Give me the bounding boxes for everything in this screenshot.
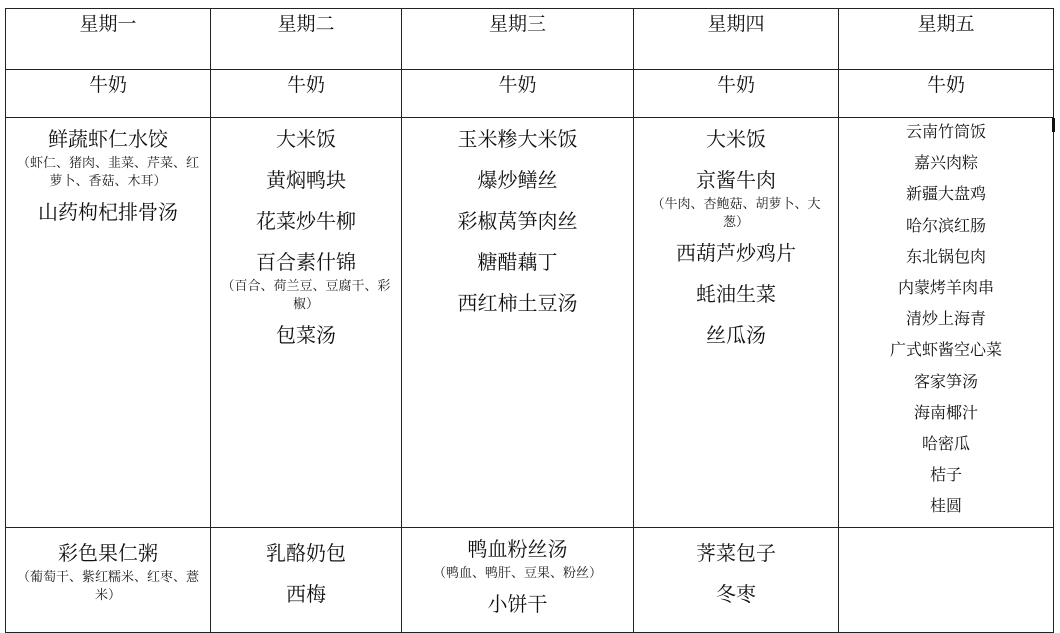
dish-name: 糖醋藕丁 [477, 250, 558, 274]
lunch-cell-wed [402, 118, 634, 528]
dish-name: 云南竹筒饭 [905, 122, 986, 141]
dish-name: 海南椰汁 [913, 402, 978, 422]
dish-name: 鲜蔬虾仁水饺 [48, 127, 168, 151]
snack-cell-tue [211, 528, 402, 633]
snack-cell-mon [6, 528, 211, 633]
dish-name: 乳酪奶包 [266, 541, 346, 566]
dish-list [839, 118, 1053, 527]
dish-list [402, 118, 633, 331]
day-header-fri: 星期五 [839, 9, 1054, 70]
day-header-mon: 星期一 [6, 9, 211, 70]
lunch-row [6, 118, 1054, 528]
dish-name: 爆炒鳝丝 [477, 168, 558, 192]
dish-ingredients: （百合、荷兰豆、豆腐干、彩椒） [221, 279, 391, 312]
dish-name: 西梅 [286, 582, 326, 607]
lunch-cell-mon [6, 118, 211, 528]
day-header-tue: 星期二 [211, 9, 402, 70]
dish-name: 内蒙烤羊肉串 [897, 277, 994, 297]
dish-name: 花菜炒牛柳 [256, 209, 356, 233]
weekly-menu-table [5, 8, 1054, 633]
milk-cell: 牛奶 [402, 70, 634, 118]
dish-name: 冬枣 [716, 582, 756, 607]
dish-name: 新疆大盘鸡 [905, 184, 986, 204]
text-cursor-mark [1052, 118, 1055, 132]
snack-cell-thu [634, 528, 839, 633]
dish-name: 大米饭 [276, 127, 336, 151]
dish-name: 彩椒莴笋肉丝 [457, 209, 578, 233]
snack-row [6, 528, 1054, 633]
dish-name: 大米饭 [706, 127, 766, 151]
dish-name: 西葫芦炒鸡片 [676, 241, 796, 265]
dish-ingredients: （牛肉、杏鲍菇、胡萝卜、大葱） [651, 197, 821, 230]
dish-list [634, 528, 838, 622]
header-row [6, 9, 1054, 70]
dish-list [6, 528, 210, 613]
dish-name: 百合素什锦 [256, 250, 356, 274]
dish-ingredients: （鸭血、鸭肝、豆果、粉丝） [432, 566, 602, 582]
dish-name: 清炒上海青 [905, 309, 986, 329]
dish-name: 丝瓜汤 [706, 323, 766, 347]
milk-cell: 牛奶 [634, 70, 839, 118]
milk-row [6, 70, 1054, 118]
dish-name: 蚝油生菜 [696, 282, 776, 306]
lunch-cell-fri [839, 118, 1054, 528]
dish-list [402, 528, 633, 632]
dish-name: 荠菜包子 [696, 541, 776, 566]
dish-list [634, 118, 838, 363]
dish-list [839, 528, 1053, 540]
dish-name: 嘉兴肉粽 [913, 153, 978, 173]
snack-cell-fri [839, 528, 1054, 633]
dish-name: 玉米糁大米饭 [457, 127, 578, 151]
dish-name: 彩色果仁粥 [58, 541, 158, 566]
dish-name: 哈密瓜 [921, 433, 970, 453]
dish-ingredients: （虾仁、猪肉、韭菜、芹菜、红萝卜、香菇、木耳） [16, 156, 199, 189]
dish-name: 客家笋汤 [913, 371, 978, 391]
milk-cell: 牛奶 [6, 70, 211, 118]
dish-list [6, 118, 210, 240]
lunch-cell-tue [211, 118, 402, 528]
dish-name: 西红柿土豆汤 [457, 291, 578, 315]
dish-list [211, 118, 401, 363]
dish-name: 山药枸杞排骨汤 [38, 200, 178, 224]
day-header-thu: 星期四 [634, 9, 839, 70]
dish-name: 广式虾酱空心菜 [889, 340, 1002, 360]
dish-name: 鸭血粉丝汤 [467, 537, 568, 562]
milk-cell: 牛奶 [839, 70, 1054, 118]
dish-name: 京酱牛肉 [696, 168, 776, 192]
dish-name: 包菜汤 [276, 323, 336, 347]
milk-cell: 牛奶 [211, 70, 402, 118]
dish-name: 黄焖鸭块 [266, 168, 346, 192]
dish-name: 小饼干 [487, 592, 548, 617]
dish-name: 桂圆 [929, 496, 962, 516]
lunch-cell-thu [634, 118, 839, 528]
snack-cell-wed [402, 528, 634, 633]
dish-name: 哈尔滨红肠 [905, 215, 986, 235]
dish-list [211, 528, 401, 622]
day-header-wed: 星期三 [402, 9, 634, 70]
dish-name: 东北锅包肉 [905, 246, 986, 266]
dish-ingredients: （葡萄干、紫红糯米、红枣、薏米） [16, 570, 199, 604]
dish-name: 桔子 [929, 465, 962, 485]
